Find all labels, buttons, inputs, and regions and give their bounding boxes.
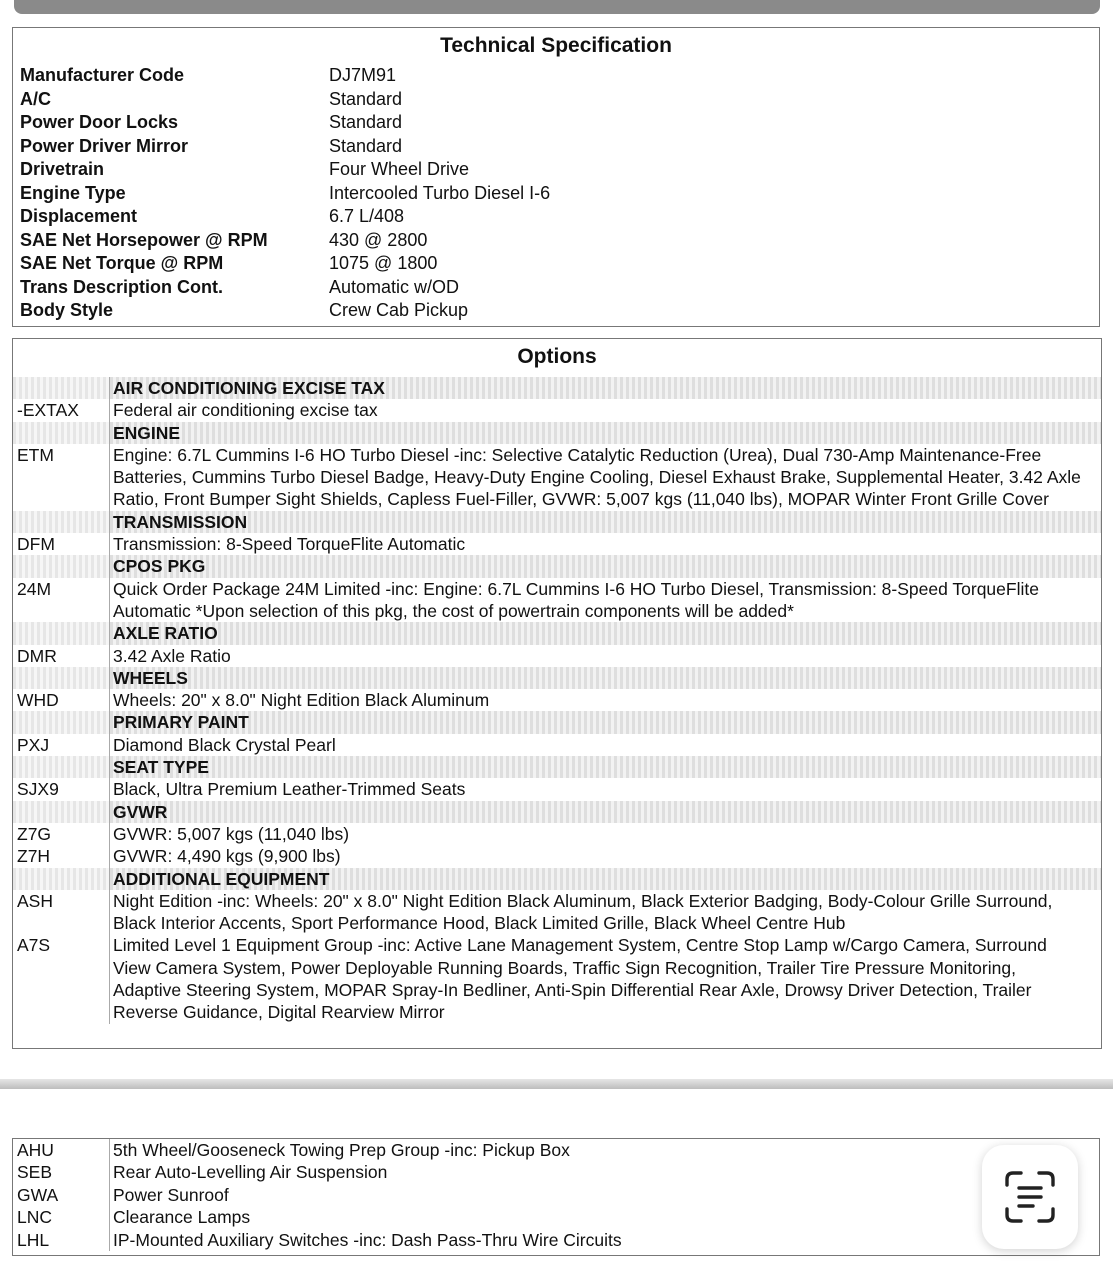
option-row xyxy=(13,934,1101,1023)
option-code xyxy=(13,667,109,689)
option-description: SEAT TYPE xyxy=(109,756,1101,778)
option-section-heading xyxy=(13,622,1101,644)
option-description: Federal air conditioning excise tax xyxy=(109,399,1101,421)
option-code xyxy=(13,801,109,823)
spec-row xyxy=(13,182,1099,206)
extra-option-row xyxy=(13,1229,1099,1251)
option-description: Rear Auto-Levelling Air Suspension xyxy=(109,1161,1099,1183)
spec-row xyxy=(13,205,1099,229)
option-code: SEB xyxy=(17,1162,53,1183)
option-description: Quick Order Package 24M Limited -inc: Engine: 6.7L Cummins I-6 HO Turbo Diesel, Transmission: 8-Speed TorqueFlite Automatic *Upon selection of this pkg, the cost of powertrain components will be added* xyxy=(109,578,1101,623)
option-description: 3.42 Axle Ratio xyxy=(109,645,1101,667)
option-row xyxy=(13,845,1101,867)
option-description: Transmission: 8-Speed TorqueFlite Automatic xyxy=(109,533,1101,555)
option-code: DFM xyxy=(17,534,55,555)
option-code xyxy=(13,555,109,577)
option-code: PXJ xyxy=(17,734,50,755)
spec-row xyxy=(13,229,1099,253)
option-code xyxy=(13,422,109,444)
option-row xyxy=(13,645,1101,667)
option-description: Wheels: 20" x 8.0" Night Edition Black Aluminum xyxy=(109,689,1101,711)
option-code: A7S xyxy=(17,935,51,956)
option-section-heading xyxy=(13,868,1101,890)
spec-row xyxy=(13,276,1099,300)
spec-label: A/C xyxy=(20,88,51,109)
option-section-heading xyxy=(13,422,1101,444)
scan-text-button[interactable] xyxy=(982,1145,1078,1249)
option-description: GVWR xyxy=(109,801,1101,823)
option-description: Night Edition -inc: Wheels: 20" x 8.0" Night Edition Black Aluminum, Black Exterior Badging, Body-Colour Grille Surround, Black Interior Accents, Sport Performance Hood, Black Limited Grille, Black Wheel Centre Hub xyxy=(109,890,1101,935)
option-row xyxy=(13,399,1101,421)
option-description: Limited Level 1 Equipment Group -inc: Active Lane Management System, Centre Stop Lamp w/Cargo Camera, Surround View Camera System, Power Deployable Running Boards, Traffic Sign Recognition, Trailer Tire Pressure Monitoring, Adaptive Steering System, MOPAR Spray-In Bedliner, Anti-Spin Differential Rear Axle, Drowsy Driver Detection, Trailer Reverse Guidance, Digital Rearview Mirror xyxy=(109,934,1101,1023)
option-code: AHU xyxy=(17,1140,54,1160)
spec-label: Drivetrain xyxy=(20,159,105,179)
option-code: LNC xyxy=(17,1207,53,1228)
option-description: AXLE RATIO xyxy=(109,622,1101,644)
spec-value: Standard xyxy=(329,88,403,109)
option-code xyxy=(13,756,109,778)
technical-specification-box xyxy=(12,27,1100,327)
option-section-heading xyxy=(13,756,1101,778)
spec-label: Power Door Locks xyxy=(20,112,179,132)
spec-row xyxy=(13,111,1099,135)
option-description: Black, Ultra Premium Leather-Trimmed Seats xyxy=(109,778,1101,800)
spec-value: Crew Cab Pickup xyxy=(329,300,469,320)
option-code: WHD xyxy=(17,690,59,711)
option-code: -EXTAX xyxy=(17,400,79,421)
spec-value: Standard xyxy=(329,112,403,132)
spec-label: Manufacturer Code xyxy=(20,65,185,85)
spec-value: 1075 @ 1800 xyxy=(329,253,438,273)
extra-option-row xyxy=(13,1184,1099,1206)
options-table xyxy=(13,377,1101,1024)
option-code: LHL xyxy=(17,1229,50,1250)
spec-value: Standard xyxy=(329,135,403,156)
option-description: IP-Mounted Auxiliary Switches -inc: Dash Pass-Thru Wire Circuits xyxy=(109,1229,1099,1251)
spec-label: Body Style xyxy=(20,300,114,320)
spec-value: DJ7M91 xyxy=(329,65,397,85)
spec-label: Trans Description Cont. xyxy=(20,276,224,297)
option-description: AIR CONDITIONING EXCISE TAX xyxy=(109,377,1101,399)
option-code: DMR xyxy=(17,645,57,666)
spec-label: SAE Net Horsepower @ RPM xyxy=(20,229,268,250)
spec-row xyxy=(13,88,1099,112)
scan-text-icon xyxy=(1003,1169,1057,1225)
spec-row xyxy=(13,135,1099,159)
option-description: ADDITIONAL EQUIPMENT xyxy=(109,868,1101,890)
option-description: GVWR: 5,007 kgs (11,040 lbs) xyxy=(109,823,1101,845)
option-description: 5th Wheel/Gooseneck Towing Prep Group -inc: Pickup Box xyxy=(109,1139,1099,1161)
option-code: 24M xyxy=(17,578,52,599)
spec-label: Power Driver Mirror xyxy=(20,135,189,156)
option-code: Z7H xyxy=(17,846,51,867)
extra-option-row xyxy=(13,1139,1099,1161)
option-section-heading xyxy=(13,667,1101,689)
option-description: Power Sunroof xyxy=(109,1184,1099,1206)
option-section-heading xyxy=(13,801,1101,823)
option-section-heading xyxy=(13,555,1101,577)
option-code: ETM xyxy=(17,444,54,465)
option-description: GVWR: 4,490 kgs (9,900 lbs) xyxy=(109,845,1101,867)
option-code: Z7G xyxy=(17,823,52,844)
option-code xyxy=(13,622,109,644)
spec-row xyxy=(13,158,1099,182)
spec-value: 6.7 L/408 xyxy=(329,206,405,226)
spec-label: Engine Type xyxy=(20,182,126,203)
option-row xyxy=(13,890,1101,935)
option-code xyxy=(13,711,109,733)
option-row xyxy=(13,689,1101,711)
option-description: CPOS PKG xyxy=(109,555,1101,577)
option-code: SJX9 xyxy=(17,779,59,800)
option-code xyxy=(13,377,109,399)
option-code xyxy=(13,868,109,890)
option-row xyxy=(13,823,1101,845)
spec-value: Intercooled Turbo Diesel I-6 xyxy=(329,182,551,203)
extra-options-table xyxy=(13,1139,1099,1251)
spec-value: Automatic w/OD xyxy=(329,276,460,297)
extra-option-row xyxy=(13,1206,1099,1228)
option-description: PRIMARY PAINT xyxy=(109,711,1101,733)
option-code: ASH xyxy=(17,890,53,911)
option-section-heading xyxy=(13,711,1101,733)
spec-label: Displacement xyxy=(20,206,138,226)
spec-label: SAE Net Torque @ RPM xyxy=(20,253,224,273)
option-row xyxy=(13,533,1101,555)
option-section-heading xyxy=(13,511,1101,533)
option-code xyxy=(13,511,109,533)
option-description: TRANSMISSION xyxy=(109,511,1101,533)
extra-option-row xyxy=(13,1161,1099,1183)
spec-value: 430 @ 2800 xyxy=(329,229,428,250)
top-edge-bar xyxy=(14,0,1100,14)
page-divider xyxy=(0,1079,1113,1089)
option-description: WHEELS xyxy=(109,667,1101,689)
spec-row xyxy=(13,299,1099,323)
spec-title: Technical Specification xyxy=(440,34,672,57)
option-row xyxy=(13,778,1101,800)
options-title: Options xyxy=(517,345,597,368)
option-description: ENGINE xyxy=(109,422,1101,444)
option-description: Clearance Lamps xyxy=(109,1206,1099,1228)
option-code: GWA xyxy=(17,1184,59,1205)
extra-options-box xyxy=(12,1138,1100,1256)
option-description: Diamond Black Crystal Pearl xyxy=(109,734,1101,756)
option-section-heading xyxy=(13,377,1101,399)
option-row xyxy=(13,444,1101,511)
spec-row xyxy=(13,64,1099,88)
option-row xyxy=(13,578,1101,623)
spec-row xyxy=(13,252,1099,276)
option-row xyxy=(13,734,1101,756)
option-description: Engine: 6.7L Cummins I-6 HO Turbo Diesel -inc: Selective Catalytic Reduction (Urea), Dual 730-Amp Maintenance-Free Batteries, Cummins Turbo Diesel Badge, Heavy-Duty Engine Cooling, Diesel Exhaust Brake, Supplemental Heater, 3.42 Axle Ratio, Front Bumper Sight Shields, Capless Fuel-Filler, GVWR: 5,007 kgs (11,040 lbs), MOPAR Winter Front Grille Cover xyxy=(109,444,1101,511)
spec-table xyxy=(13,64,1099,323)
spec-value: Four Wheel Drive xyxy=(329,159,470,179)
options-box xyxy=(12,338,1102,1049)
